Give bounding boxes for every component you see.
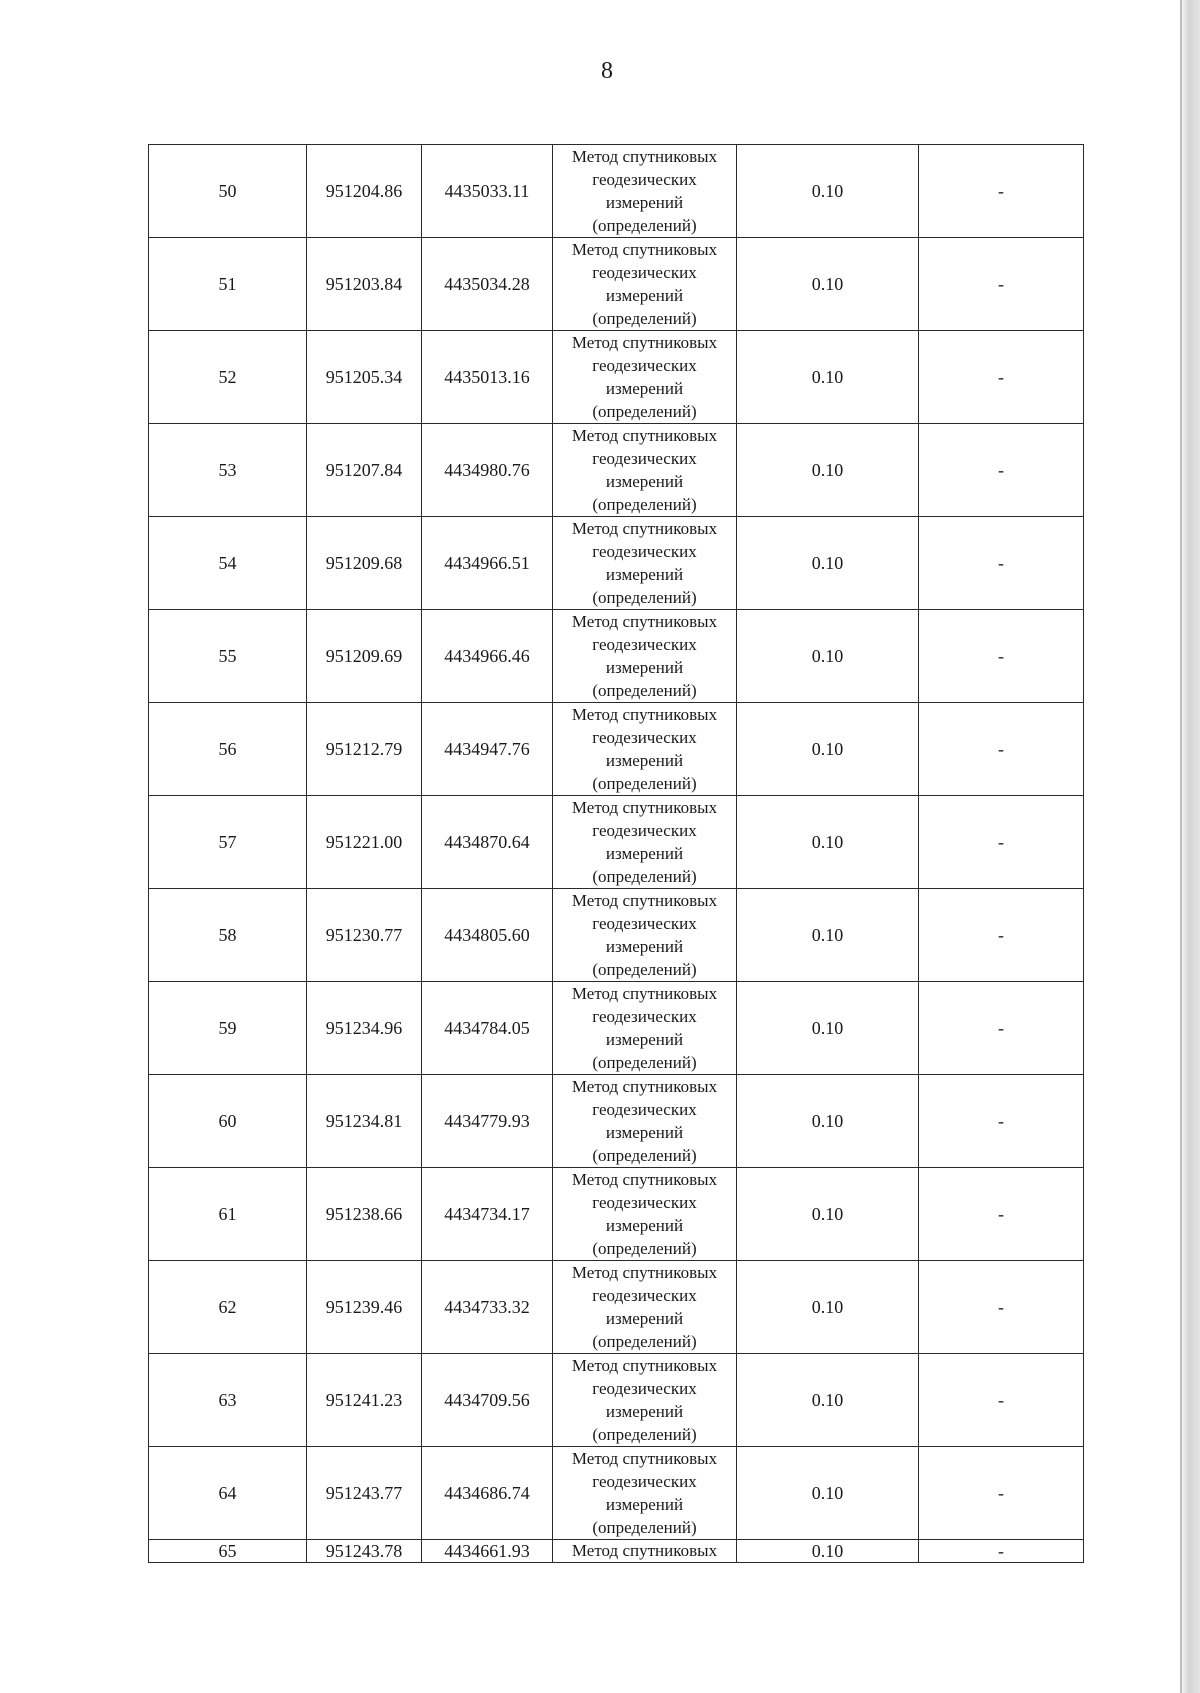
method-cell — [553, 1075, 737, 1168]
method-line: Метод спутниковых — [571, 426, 718, 445]
method-line: Метод спутниковых — [571, 1541, 718, 1560]
method-line: измерений — [605, 1495, 684, 1514]
method-line: (определений) — [592, 1239, 697, 1258]
point-number-cell: 58 — [149, 889, 307, 982]
coordinates-table-body — [149, 145, 1084, 1563]
method-line: (определений) — [592, 1146, 697, 1165]
x-coordinate-cell: 951241.23 — [307, 1354, 422, 1447]
note-cell: - — [919, 1540, 1084, 1563]
accuracy-cell: 0.10 — [737, 1075, 919, 1168]
method-line: Метод спутниковых — [571, 240, 718, 259]
method-line: (определений) — [592, 495, 697, 514]
method-cell — [553, 1354, 737, 1447]
note-cell: - — [919, 331, 1084, 424]
accuracy-cell: 0.10 — [737, 238, 919, 331]
method-cell — [553, 982, 737, 1075]
y-coordinate-cell: 4435034.28 — [422, 238, 553, 331]
y-coordinate-cell: 4434870.64 — [422, 796, 553, 889]
method-cell — [553, 796, 737, 889]
method-line: измерений — [605, 937, 684, 956]
method-line: измерений — [605, 751, 684, 770]
method-line: (определений) — [592, 1332, 697, 1351]
note-cell: - — [919, 889, 1084, 982]
coordinates-table-container — [148, 144, 1084, 1563]
x-coordinate-cell: 951230.77 — [307, 889, 422, 982]
y-coordinate-cell: 4434661.93 — [422, 1540, 553, 1563]
method-line: измерений — [605, 193, 684, 212]
x-coordinate-cell: 951238.66 — [307, 1168, 422, 1261]
note-cell: - — [919, 517, 1084, 610]
x-coordinate-cell: 951207.84 — [307, 424, 422, 517]
x-coordinate-cell: 951243.78 — [307, 1540, 422, 1563]
table-row — [149, 889, 1084, 982]
method-line: измерений — [605, 379, 684, 398]
note-cell: - — [919, 1354, 1084, 1447]
accuracy-cell: 0.10 — [737, 610, 919, 703]
method-line: (определений) — [592, 402, 697, 421]
method-line: Метод спутниковых — [571, 333, 718, 352]
table-row — [149, 610, 1084, 703]
accuracy-cell: 0.10 — [737, 1168, 919, 1261]
accuracy-cell: 0.10 — [737, 145, 919, 238]
accuracy-cell: 0.10 — [737, 982, 919, 1075]
note-cell: - — [919, 424, 1084, 517]
method-line: измерений — [605, 286, 684, 305]
method-line: (определений) — [592, 309, 697, 328]
accuracy-cell: 0.10 — [737, 331, 919, 424]
y-coordinate-cell: 4434805.60 — [422, 889, 553, 982]
method-cell — [553, 889, 737, 982]
y-coordinate-cell: 4435033.11 — [422, 145, 553, 238]
method-line: измерений — [605, 1216, 684, 1235]
method-line: измерений — [605, 1030, 684, 1049]
method-line: Метод спутниковых — [571, 1263, 718, 1282]
note-cell: - — [919, 145, 1084, 238]
method-line: геодезических — [592, 635, 697, 654]
x-coordinate-cell: 951209.68 — [307, 517, 422, 610]
x-coordinate-cell: 951212.79 — [307, 703, 422, 796]
table-row — [149, 517, 1084, 610]
method-line: геодезических — [592, 356, 697, 375]
accuracy-cell: 0.10 — [737, 1447, 919, 1540]
note-cell: - — [919, 703, 1084, 796]
accuracy-cell: 0.10 — [737, 517, 919, 610]
accuracy-cell: 0.10 — [737, 889, 919, 982]
method-line: (определений) — [592, 588, 697, 607]
method-line: Метод спутниковых — [571, 705, 718, 724]
method-line: (определений) — [592, 1053, 697, 1072]
note-cell: - — [919, 1168, 1084, 1261]
point-number-cell: 65 — [149, 1540, 307, 1563]
method-line: геодезических — [592, 1472, 697, 1491]
method-cell — [553, 145, 737, 238]
y-coordinate-cell: 4434779.93 — [422, 1075, 553, 1168]
method-line: геодезических — [592, 1379, 697, 1398]
method-line: (определений) — [592, 681, 697, 700]
method-line: измерений — [605, 565, 684, 584]
method-line: геодезических — [592, 170, 697, 189]
method-line: Метод спутниковых — [571, 798, 718, 817]
method-cell — [553, 1168, 737, 1261]
table-row — [149, 1075, 1084, 1168]
method-cell — [553, 424, 737, 517]
y-coordinate-cell: 4434733.32 — [422, 1261, 553, 1354]
method-line: Метод спутниковых — [571, 984, 718, 1003]
table-row — [149, 1354, 1084, 1447]
method-cell — [553, 1447, 737, 1540]
method-line: измерений — [605, 1402, 684, 1421]
method-line: (определений) — [592, 1425, 697, 1444]
method-cell — [553, 703, 737, 796]
x-coordinate-cell: 951221.00 — [307, 796, 422, 889]
page-number: 8 — [601, 58, 613, 84]
point-number-cell: 62 — [149, 1261, 307, 1354]
point-number-cell: 50 — [149, 145, 307, 238]
y-coordinate-cell: 4434709.56 — [422, 1354, 553, 1447]
method-line: (определений) — [592, 774, 697, 793]
table-row — [149, 796, 1084, 889]
method-line: (определений) — [592, 1518, 697, 1537]
method-line: геодезических — [592, 728, 697, 747]
point-number-cell: 54 — [149, 517, 307, 610]
accuracy-cell: 0.10 — [737, 424, 919, 517]
method-cell — [553, 1540, 737, 1563]
note-cell: - — [919, 796, 1084, 889]
table-row — [149, 982, 1084, 1075]
y-coordinate-cell: 4434966.46 — [422, 610, 553, 703]
accuracy-cell: 0.10 — [737, 1261, 919, 1354]
page-edge — [1182, 0, 1200, 1693]
y-coordinate-cell: 4434734.17 — [422, 1168, 553, 1261]
table-row — [149, 1168, 1084, 1261]
x-coordinate-cell: 951234.81 — [307, 1075, 422, 1168]
x-coordinate-cell: 951209.69 — [307, 610, 422, 703]
method-line: Метод спутниковых — [571, 1077, 718, 1096]
method-line: геодезических — [592, 1100, 697, 1119]
method-cell — [553, 1261, 737, 1354]
method-line: Метод спутниковых — [571, 519, 718, 538]
point-number-cell: 60 — [149, 1075, 307, 1168]
x-coordinate-cell: 951243.77 — [307, 1447, 422, 1540]
table-row — [149, 1540, 1084, 1563]
x-coordinate-cell: 951234.96 — [307, 982, 422, 1075]
table-row — [149, 1261, 1084, 1354]
x-coordinate-cell: 951239.46 — [307, 1261, 422, 1354]
method-line: Метод спутниковых — [571, 1449, 718, 1468]
method-line: измерений — [605, 472, 684, 491]
method-line: Метод спутниковых — [571, 1170, 718, 1189]
point-number-cell: 57 — [149, 796, 307, 889]
method-line: геодезических — [592, 821, 697, 840]
coordinates-table — [148, 144, 1084, 1563]
method-line: Метод спутниковых — [571, 147, 718, 166]
method-line: геодезических — [592, 914, 697, 933]
method-line: геодезических — [592, 1193, 697, 1212]
accuracy-cell: 0.10 — [737, 1354, 919, 1447]
x-coordinate-cell: 951205.34 — [307, 331, 422, 424]
method-line: (определений) — [592, 960, 697, 979]
note-cell: - — [919, 1447, 1084, 1540]
x-coordinate-cell: 951203.84 — [307, 238, 422, 331]
method-line: геодезических — [592, 263, 697, 282]
method-cell — [553, 238, 737, 331]
method-line: (определений) — [592, 867, 697, 886]
method-line: геодезических — [592, 1286, 697, 1305]
table-row — [149, 238, 1084, 331]
method-line: геодезических — [592, 542, 697, 561]
method-cell — [553, 610, 737, 703]
table-row — [149, 424, 1084, 517]
table-row — [149, 1447, 1084, 1540]
table-row — [149, 145, 1084, 238]
y-coordinate-cell: 4434686.74 — [422, 1447, 553, 1540]
note-cell: - — [919, 1261, 1084, 1354]
accuracy-cell: 0.10 — [737, 796, 919, 889]
method-line: измерений — [605, 844, 684, 863]
method-line: измерений — [605, 1123, 684, 1142]
method-line: геодезических — [592, 1007, 697, 1026]
method-cell — [553, 517, 737, 610]
table-row — [149, 331, 1084, 424]
accuracy-cell: 0.10 — [737, 1540, 919, 1563]
point-number-cell: 64 — [149, 1447, 307, 1540]
method-line: (определений) — [592, 216, 697, 235]
method-line: Метод спутниковых — [571, 891, 718, 910]
y-coordinate-cell: 4434980.76 — [422, 424, 553, 517]
table-row — [149, 703, 1084, 796]
note-cell: - — [919, 1075, 1084, 1168]
accuracy-cell: 0.10 — [737, 703, 919, 796]
point-number-cell: 53 — [149, 424, 307, 517]
point-number-cell: 61 — [149, 1168, 307, 1261]
point-number-cell: 63 — [149, 1354, 307, 1447]
point-number-cell: 51 — [149, 238, 307, 331]
note-cell: - — [919, 610, 1084, 703]
note-cell: - — [919, 238, 1084, 331]
y-coordinate-cell: 4434947.76 — [422, 703, 553, 796]
method-line: измерений — [605, 658, 684, 677]
method-line: Метод спутниковых — [571, 1356, 718, 1375]
y-coordinate-cell: 4434784.05 — [422, 982, 553, 1075]
method-line: Метод спутниковых — [571, 612, 718, 631]
point-number-cell: 52 — [149, 331, 307, 424]
y-coordinate-cell: 4434966.51 — [422, 517, 553, 610]
y-coordinate-cell: 4435013.16 — [422, 331, 553, 424]
note-cell: - — [919, 982, 1084, 1075]
method-cell — [553, 331, 737, 424]
x-coordinate-cell: 951204.86 — [307, 145, 422, 238]
method-line: измерений — [605, 1309, 684, 1328]
method-line: геодезических — [592, 449, 697, 468]
point-number-cell: 56 — [149, 703, 307, 796]
point-number-cell: 59 — [149, 982, 307, 1075]
point-number-cell: 55 — [149, 610, 307, 703]
